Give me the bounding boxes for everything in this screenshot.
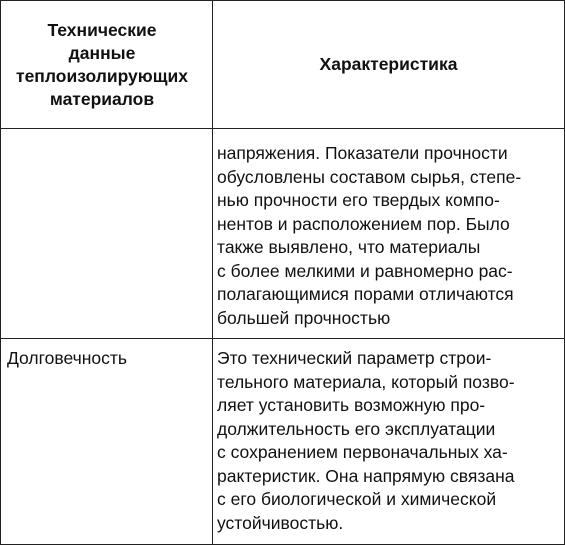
- row1-description-line: также выявлено, что материалы: [217, 237, 481, 257]
- header-bottom-border: [0, 128, 565, 129]
- header-col1-line: материалов: [49, 89, 155, 109]
- header-col-characteristic: [213, 0, 564, 128]
- row2-name-cell: [7, 347, 127, 371]
- row1-description-line: с более мелкими и равномерно рас-: [217, 260, 513, 281]
- row2-name: Долговечность: [7, 348, 127, 368]
- row2-description-line: с сохранением первоначальных ха-: [217, 442, 508, 462]
- row1-description-line: нью прочности его твердых компо-: [217, 190, 500, 210]
- row1-description-line: полагающимися порами отличаются: [217, 284, 514, 304]
- row2-description-line: устойчивостью.: [217, 512, 344, 533]
- row2-description-line: с его биологической и химической: [217, 489, 497, 509]
- row2-description-line: Это технический параметр строи-: [217, 348, 492, 368]
- header-col1-line: теплоизолирующих: [16, 66, 188, 86]
- row1-description-line: напряжения. Показатели прочности: [217, 143, 508, 163]
- header-col2-label: Характеристика: [319, 53, 458, 74]
- row1-description-line: обусловлены составом сырья, степе-: [217, 166, 522, 187]
- row2-description-line: рактеристик. Она напрямую связана: [217, 465, 515, 486]
- row1-description-line: большей прочностью: [217, 307, 391, 328]
- row1-description-line: нентов и расположением пор. Было: [217, 213, 510, 234]
- row2-description-line: должительность его эксплуатации: [217, 418, 496, 439]
- row1-description-cell: [217, 142, 562, 330]
- row2-description-line: тельного материала, который позво-: [217, 371, 515, 392]
- row-divider: [0, 338, 565, 339]
- row2-description-line: ляет установить возможную про-: [217, 395, 486, 415]
- table-bottom-border: [0, 544, 565, 545]
- header-col-technical-data: [0, 0, 212, 128]
- row2-description-cell: [217, 347, 562, 535]
- header-col1-line: Технические: [47, 20, 157, 40]
- header-col1-line: данные: [68, 43, 136, 63]
